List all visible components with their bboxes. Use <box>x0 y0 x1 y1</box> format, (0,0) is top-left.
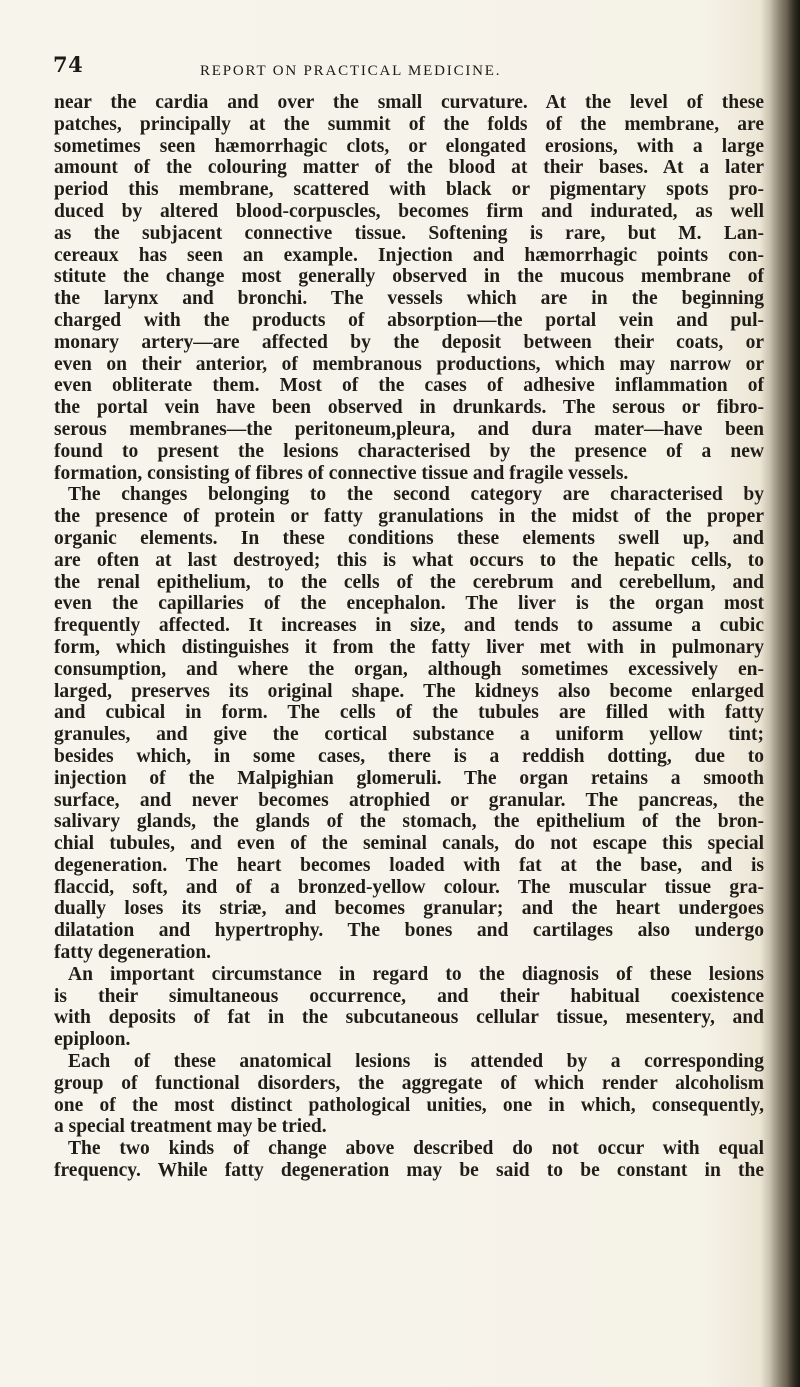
text-line: near the cardia and over the small curvature. At the level of these <box>54 92 764 113</box>
text-line: the portal vein have been observed in drunkards. The serous or fibro- <box>54 397 764 419</box>
text-line: besides which, in some cases, there is a reddish dotting, due to <box>54 745 764 767</box>
text-line: epiploon. <box>54 1029 131 1051</box>
text-line: degeneration. The heart becomes loaded with fat at the base, and is <box>54 854 764 876</box>
text-line: fatty degeneration. <box>54 942 212 964</box>
text-line: are often at last destroyed; this is what occurs to the hepatic cells, to <box>54 549 764 571</box>
body-text <box>54 92 764 1182</box>
text-line: is their simultaneous occurrence, and their habitual coexistence <box>54 985 764 1007</box>
text-line: cereaux has seen an example. Injection and hæmorrhagic points con- <box>54 244 764 266</box>
text-line: sometimes seen hæmorrhagic clots, or elongated erosions, with a large <box>54 135 764 157</box>
page-edge-shadow <box>770 0 800 1387</box>
text-line: found to present the lesions characterised by the presence of a new <box>54 440 764 462</box>
text-line: dilatation and hypertrophy. The bones and cartilages also undergo <box>54 920 764 942</box>
text-line: even obliterate them. Most of the cases of adhesive inflammation of <box>54 375 764 397</box>
text-line: flaccid, soft, and of a bronzed-yellow colour. The muscular tissue gra- <box>54 876 764 898</box>
text-line: and cubical in form. The cells of the tubules are filled with fatty <box>54 702 764 724</box>
text-line: The changes belonging to the second category are characterised by <box>68 484 764 506</box>
text-line: organic elements. In these conditions these elements swell up, and <box>54 527 764 549</box>
text-line: the presence of protein or fatty granulations in the midst of the proper <box>54 506 764 528</box>
text-line: consumption, and where the organ, although sometimes excessively en- <box>54 658 764 680</box>
text-line: salivary glands, the glands of the stomach, the epithelium of the bron- <box>54 811 764 833</box>
text-line: form, which distinguishes it from the fatty liver met with in pulmonary <box>54 636 764 658</box>
text-line: duced by altered blood-corpuscles, becomes firm and indurated, as well <box>54 200 764 222</box>
text-line: Each of these anatomical lesions is attended by a corresponding <box>68 1051 764 1073</box>
text-line: formation, consisting of fibres of connective tissue and fragile vessels. <box>54 462 629 484</box>
page-number: 74 <box>53 52 84 77</box>
text-line: period this membrane, scattered with black or pigmentary spots pro- <box>54 179 764 201</box>
text-line: chial tubules, and even of the seminal canals, do not escape this special <box>54 833 764 855</box>
text-line: granules, and give the cortical substance a uniform yellow tint; <box>54 724 764 746</box>
text-line: amount of the colouring matter of the blood at their bases. At a later <box>54 157 764 179</box>
text-line: one of the most distinct pathological unities, one in which, consequently, <box>54 1094 764 1116</box>
text-line: serous membranes—the peritoneum,‍pleura, and dura mater—have been <box>54 418 764 440</box>
text-line: even on their anterior, of membranous productions, which may narrow or <box>54 353 764 375</box>
text-line: frequently affected. It increases in size, and tends to assume a cubic <box>54 615 764 637</box>
text-line: injection of the Malpighian glomeruli. The organ retains a smooth <box>54 767 764 789</box>
text-line: monary artery—are affected by the deposit between their coats, or <box>54 331 764 353</box>
text-line: stitute the change most generally observed in the mucous membrane of <box>54 266 764 288</box>
text-line: group of functional disorders, the aggregate of which render alcoholism <box>54 1072 764 1094</box>
text-line: the larynx and bronchi. The vessels which are in the beginning <box>54 288 764 310</box>
text-line: patches, principally at the summit of the folds of the membrane, are <box>54 113 764 135</box>
text-line: as the subjacent connective tissue. Softening is rare, but M. Lan- <box>54 222 764 244</box>
text-line: dually loses its striæ, and becomes granular; and the heart undergoes <box>54 898 764 920</box>
text-line: charged with the products of absorption—the portal vein and pul- <box>54 309 764 331</box>
text-line: even the capillaries of the encephalon. The liver is the organ most <box>54 593 764 615</box>
text-line: surface, and never becomes atrophied or granular. The pancreas, the <box>54 789 764 811</box>
running-head: REPORT ON PRACTICAL MEDICINE. <box>200 63 502 79</box>
text-line: An important circumstance in regard to the diagnosis of these lesions <box>68 963 764 985</box>
text-line: the renal epithelium, to the cells of the cerebrum and cerebellum, and <box>54 571 764 593</box>
text-line: a special treatment may be tried. <box>54 1116 327 1138</box>
text-line: frequency. While fatty degeneration may be said to be constant in the <box>54 1160 764 1182</box>
text-line: larged, preserves its original shape. The kidneys also become enlarged <box>54 680 764 702</box>
text-line: The two kinds of change above described do not occur with equal <box>68 1138 764 1160</box>
text-line: with deposits of fat in the subcutaneous cellular tissue, mesentery, and <box>54 1007 764 1029</box>
